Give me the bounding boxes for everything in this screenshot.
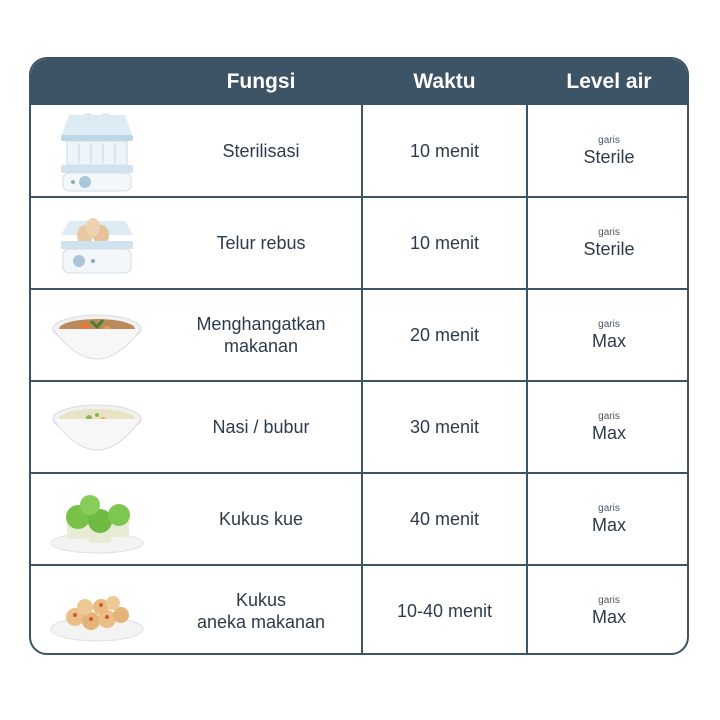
table-header: [31, 59, 687, 105]
level-cell: [527, 473, 689, 565]
waktu-text: 10-40 menit: [396, 600, 493, 621]
level-text: Sterile: [583, 147, 635, 167]
table-row: [31, 381, 687, 473]
table-row: [31, 289, 687, 381]
level-caption: garis: [598, 503, 620, 514]
column-divider: [361, 105, 363, 653]
green-cake-icon: [31, 473, 161, 565]
row-divider: [31, 564, 687, 566]
waktu-text: 20 menit: [409, 324, 480, 345]
fungsi-cell: [161, 105, 361, 197]
row-divider: [31, 288, 687, 290]
level-text: Max: [591, 423, 626, 443]
level-caption: garis: [598, 135, 620, 146]
level-cell: [527, 197, 689, 289]
level-cell: [527, 565, 689, 655]
table-row: [31, 197, 687, 289]
fungsi-cell: [161, 473, 361, 565]
waktu-cell: [362, 197, 527, 289]
level-caption: garis: [598, 227, 620, 238]
fungsi-cell: [161, 381, 361, 473]
waktu-cell: [362, 381, 527, 473]
fungsi-text: Telur rebus: [216, 233, 306, 253]
row-divider: [31, 196, 687, 198]
level-cell: [527, 105, 689, 197]
table-row: [31, 105, 687, 197]
table-row: [31, 473, 687, 565]
waktu-cell: [362, 289, 527, 381]
fungsi-text: Sterilisasi: [222, 141, 300, 161]
table-row: [31, 565, 687, 655]
dimsum-icon: [31, 565, 161, 655]
level-caption: garis: [598, 411, 620, 422]
level-caption: garis: [598, 319, 620, 330]
fungsi-cell: [161, 197, 361, 289]
level-text: Max: [591, 607, 626, 627]
waktu-text: 10 menit: [409, 140, 480, 161]
level-text: Max: [591, 515, 626, 535]
level-cell: [527, 381, 689, 473]
egg-steamer-icon: [31, 197, 161, 289]
fungsi-text-line2: aneka makanan: [196, 612, 326, 632]
level-cell: [527, 289, 689, 381]
level-caption: garis: [598, 595, 620, 606]
function-table: [29, 57, 689, 655]
waktu-text: 30 menit: [409, 416, 480, 437]
fungsi-text-line1: Kukus: [235, 590, 287, 610]
sterilizer-icon: [31, 105, 161, 197]
fungsi-text: Kukus kue: [218, 509, 304, 529]
porridge-bowl-icon: [31, 381, 161, 473]
waktu-text: 40 menit: [409, 508, 480, 529]
waktu-text: 10 menit: [409, 232, 480, 253]
waktu-cell: [362, 105, 527, 197]
fungsi-text-line2: makanan: [223, 336, 299, 356]
fungsi-text-line1: Menghangatkan: [196, 314, 326, 334]
header-level-air: Level air: [566, 70, 652, 93]
level-text: Max: [591, 331, 626, 351]
fungsi-text: Nasi / bubur: [212, 417, 310, 437]
soup-bowl-icon: [31, 289, 161, 381]
row-divider: [31, 472, 687, 474]
header-waktu: Waktu: [413, 70, 476, 93]
waktu-cell: [362, 473, 527, 565]
fungsi-cell: [161, 565, 361, 655]
fungsi-cell: [161, 289, 361, 381]
header-fungsi: Fungsi: [226, 70, 296, 93]
waktu-cell: [362, 565, 527, 655]
level-text: Sterile: [583, 239, 635, 259]
row-divider: [31, 380, 687, 382]
column-divider: [526, 105, 528, 653]
